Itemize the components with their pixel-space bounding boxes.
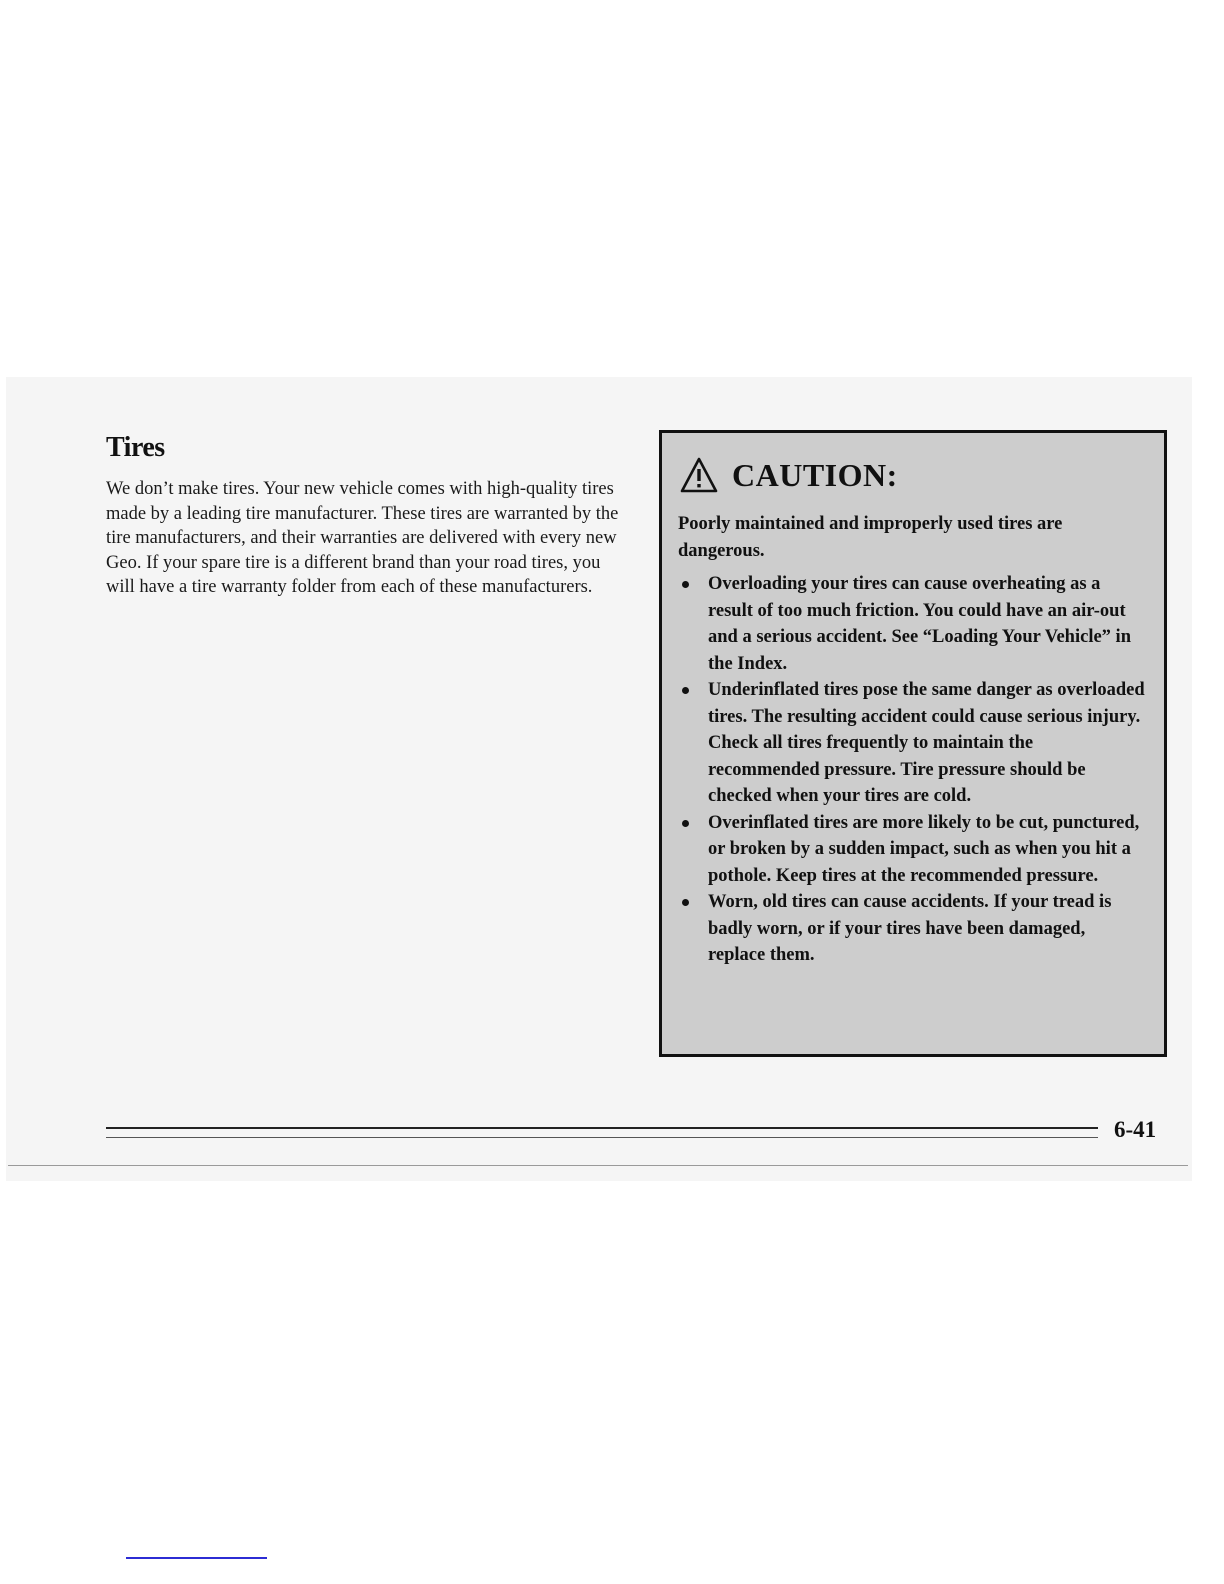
caution-label: CAUTION:	[732, 456, 898, 493]
caution-item-overloading: Overloading your tires can cause overheating as a result of too much friction. You could have an air-out and a serious accident. See “Loading Your Vehicle” in the Index.	[678, 571, 1146, 677]
caution-item-overinflated: Overinflated tires are more likely to be cut, punctured, or broken by a sudden impact, such as when you hit a pothole. Keep tires at the recommended pressure.	[678, 810, 1146, 890]
warning-triangle-icon	[680, 457, 718, 493]
caution-box	[659, 430, 1167, 1057]
caution-header	[678, 451, 1146, 499]
footer-rule-top	[106, 1127, 1098, 1129]
intro-paragraph: We don’t make tires. Your new vehicle comes with high-quality tires made by a leading tire manufacturer. These tires are warranted by the tire manufacturers, and their warranties are delivered with every new Geo. If your spare tire is a different brand than your road tires, you will have a tire warranty folder from each of these manufacturers.	[106, 479, 619, 598]
link-underline[interactable]	[126, 1557, 267, 1559]
caution-lead-text: Poorly maintained and improperly used tires are dangerous.	[678, 514, 1063, 561]
caution-item-underinflated: Underinflated tires pose the same danger as overloaded tires. The resulting accident could cause serious injury. Check all tires frequently to maintain the recommended pressure. Tire pressure should be checked when your tires are cold.	[678, 677, 1146, 810]
section-title: Tires	[106, 432, 165, 463]
page-number: 6-41	[1114, 1117, 1157, 1142]
footer-rule-bottom	[106, 1137, 1098, 1138]
scan-edge-rule	[8, 1165, 1188, 1166]
caution-item-worn-tires: Worn, old tires can cause accidents. If your tread is badly worn, or if your tires have been damaged, replace them.	[678, 889, 1146, 969]
caution-list	[678, 571, 1146, 969]
